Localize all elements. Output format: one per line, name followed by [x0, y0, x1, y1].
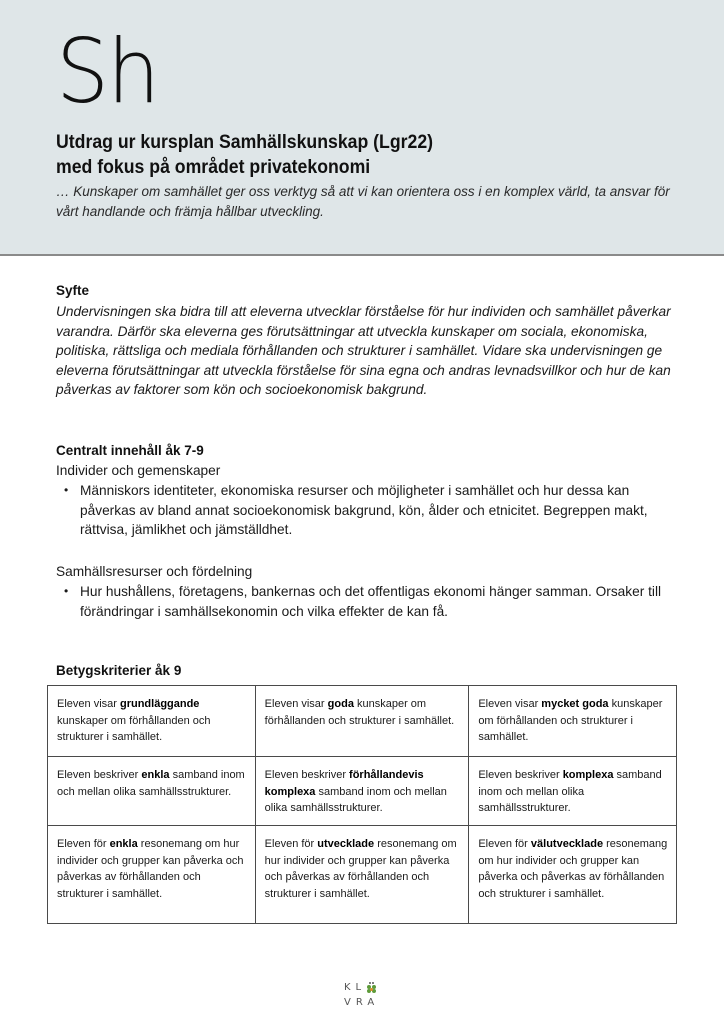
- group-2-list: [62, 582, 676, 621]
- syfte-heading: Syfte: [56, 283, 90, 298]
- title-line-1: Utdrag ur kursplan Samhällskunskap (Lgr22): [56, 132, 434, 153]
- group-1-subheading: Individer och gemenskaper: [56, 463, 221, 478]
- intro-quote: … Kunskaper om samhället ger oss verktyg så att vi kan orientera oss i en komplex värld, ta ansvar för vårt handlande och främja hållbar utveckling.: [56, 184, 670, 219]
- grading-criteria-table: [47, 685, 677, 924]
- title-line-2: med fokus på området privatekonomi: [56, 157, 371, 178]
- table-cell-e: Eleven beskriver enkla samband inom och mellan olika samhällsstrukturer.: [48, 757, 256, 826]
- list-item-text: Människors identiteter, ekonomiska resurser och möjligheter i samhället och hur dessa kan påverkas av bland annat socioekonomisk bakgrund, kön, ålder och etnicitet. Begreppen makt, rättvisa, jämlikhet och jämställdhet.: [80, 483, 648, 537]
- klovra-logo: [344, 980, 384, 1010]
- table-row: [48, 757, 677, 826]
- document-header: [0, 0, 724, 256]
- group-2-subheading: Samhällsresurser och fördelning: [56, 564, 253, 579]
- subject-code: Sh: [56, 20, 159, 123]
- table-row: [48, 686, 677, 757]
- betygskriterier-heading: Betygskriterier åk 9: [56, 663, 182, 678]
- table-cell-a: Eleven för välutvecklade resonemang om hur individer och grupper kan påverka och påverkas av förhållanden och strukturer i samhället.: [469, 826, 677, 924]
- syfte-text: Undervisningen ska bidra till att eleverna utvecklar förståelse för hur individen och samhället påverkar varandra. Därför ska eleverna ges förutsättningar att utveckla kunskaper om sociala, ekonomiska, politiska, rättsliga och mediala förhållanden och strukturer i samhället. Vidare ska undervisningen ge eleverna förutsättningar att utveckla förståelse för sina egna och andras levnadsvillkor och hur de kan påverkas av faktorer som kön och socioekonomisk bakgrund.: [56, 304, 671, 397]
- bullet-icon: •: [64, 584, 69, 598]
- table-cell-e: Eleven visar grundläggande kunskaper om förhållanden och strukturer i samhället.: [48, 686, 256, 757]
- bullet-icon: •: [64, 483, 69, 497]
- logo-line-1: KL: [344, 980, 384, 995]
- document-title: [56, 130, 433, 180]
- table-cell-a: Eleven beskriver komplexa samband inom och mellan olika samhällsstrukturer.: [469, 757, 677, 826]
- list-item: [62, 481, 676, 540]
- table-cell-a: Eleven visar mycket goda kunskaper om förhållanden och strukturer i samhället.: [469, 686, 677, 757]
- table-row: [48, 826, 677, 924]
- list-item: [62, 582, 676, 621]
- table-cell-c: Eleven för utvecklade resonemang om hur individer och grupper kan påverka och påverkas av förhållanden och strukturer i samhället.: [255, 826, 469, 924]
- table-cell-c: Eleven beskriver förhållandevis komplexa samband inom och mellan olika samhällsstrukturer.: [255, 757, 469, 826]
- logo-line-2: VRA: [344, 997, 380, 1008]
- centralt-innehall-heading: Centralt innehåll åk 7-9: [56, 443, 204, 458]
- group-1-list: [62, 481, 676, 540]
- table-cell-e: Eleven för enkla resonemang om hur individer och grupper kan påverka och påverkas av förhållanden och strukturer i samhället.: [48, 826, 256, 924]
- list-item-text: Hur hushållens, företagens, bankernas och det offentligas ekonomi hänger samman. Orsaker till förändringar i samhällsekonomin och vilka effekter de kan få.: [80, 584, 662, 619]
- clover-o-icon: [367, 982, 376, 993]
- table-cell-c: Eleven visar goda kunskaper om förhållanden och strukturer i samhället.: [255, 686, 469, 757]
